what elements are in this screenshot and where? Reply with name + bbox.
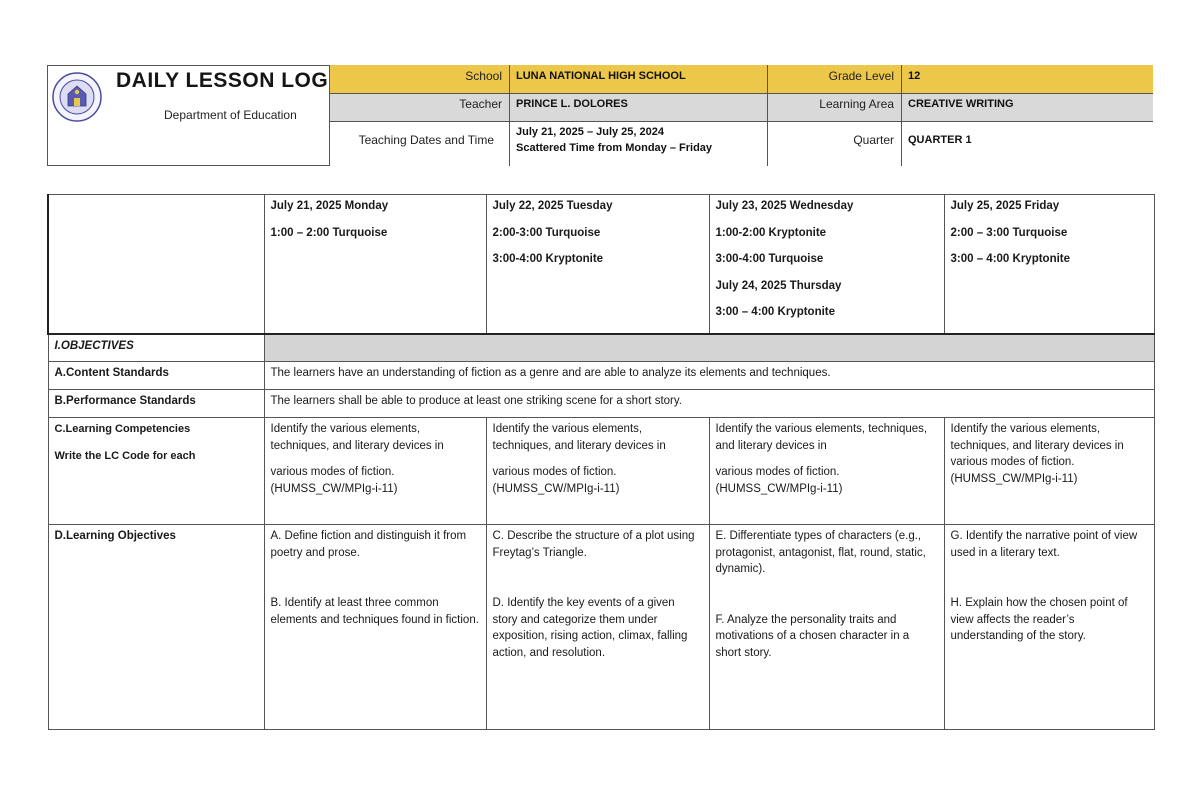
objective-text: A. Define fiction and distinguish it from poetry and prose. bbox=[270, 530, 467, 559]
day-time: 2:00-3:00 Turquoise bbox=[492, 226, 601, 239]
dates-line-2: Scattered Time from Monday – Friday bbox=[516, 142, 713, 154]
deped-seal-icon bbox=[52, 72, 102, 122]
objective-text: H. Explain how the chosen point of view affects the reader’s understanding of the story. bbox=[950, 597, 1128, 642]
grade-label: Grade Level bbox=[828, 69, 894, 83]
competency-code: various modes of fiction. (HUMSS_CW/MPIg-i-11) bbox=[492, 466, 620, 495]
performance-standards-row bbox=[48, 390, 1154, 418]
lesson-table bbox=[47, 194, 1155, 730]
competency-code: various modes of fiction. (HUMSS_CW/MPIg-i-11) bbox=[715, 466, 843, 495]
grade-value: 12 bbox=[908, 70, 921, 82]
day-cell-wednesday-thursday bbox=[709, 195, 944, 334]
day-time: 1:00-2:00 Kryptonite bbox=[715, 226, 827, 239]
competency-text: Identify the various elements, techniques, and literary devices in bbox=[715, 423, 928, 452]
day-time: 2:00 – 3:00 Turquoise bbox=[950, 226, 1068, 239]
schedule-blank-cell bbox=[48, 195, 264, 334]
objective-text: F. Analyze the personality traits and motivations of a chosen character in a short story. bbox=[715, 613, 910, 659]
learning-area-value: CREATIVE WRITING bbox=[908, 98, 1014, 110]
schedule-row bbox=[48, 195, 1154, 334]
objectives-heading: I.OBJECTIVES bbox=[48, 334, 264, 362]
competency-cell bbox=[944, 418, 1154, 525]
school-value: LUNA NATIONAL HIGH SCHOOL bbox=[516, 70, 686, 82]
learning-area-label: Learning Area bbox=[819, 97, 894, 111]
dates-label: Teaching Dates and Time bbox=[358, 133, 494, 147]
quarter-value: QUARTER 1 bbox=[908, 134, 972, 146]
day-date: July 22, 2025 Tuesday bbox=[492, 200, 613, 212]
competency-cell bbox=[264, 418, 486, 525]
day-time: 3:00-4:00 Turquoise bbox=[715, 253, 824, 265]
divider bbox=[901, 65, 902, 166]
competency-cell bbox=[709, 418, 944, 525]
day-date: July 23, 2025 Wednesday bbox=[715, 200, 854, 212]
divider bbox=[509, 65, 510, 166]
competencies-label: C.Learning Competencies bbox=[54, 423, 191, 435]
teacher-label: Teacher bbox=[459, 97, 502, 111]
content-standards-text: The learners have an understanding of fiction as a genre and are able to analyze its elements and techniques. bbox=[264, 362, 1154, 390]
day-time: 1:00 – 2:00 Turquoise bbox=[270, 226, 388, 239]
competency-text: Identify the various elements, techniques, and literary devices in bbox=[492, 423, 666, 452]
performance-standards-label: B.Performance Standards bbox=[48, 390, 264, 418]
competency-code: various modes of fiction. (HUMSS_CW/MPIg-i-11) bbox=[270, 466, 398, 495]
learning-objectives-label: D.Learning Objectives bbox=[48, 525, 264, 730]
competency-text: Identify the various elements, techniques, and literary devices in bbox=[270, 423, 444, 452]
performance-standards-text: The learners shall be able to produce at least one striking scene for a short story. bbox=[264, 390, 1154, 418]
day-time: 3:00 – 4:00 Kryptonite bbox=[950, 253, 1071, 265]
learning-objective-cell bbox=[486, 525, 709, 730]
dates-line-1: July 21, 2025 – July 25, 2024 bbox=[516, 126, 665, 138]
competencies-row bbox=[48, 418, 1154, 525]
content-standards-label: A.Content Standards bbox=[48, 362, 264, 390]
learning-objectives-row bbox=[48, 525, 1154, 730]
objectives-heading-fill bbox=[264, 334, 1154, 362]
quarter-label: Quarter bbox=[853, 133, 894, 147]
day-cell-monday bbox=[264, 195, 486, 334]
day-date: July 24, 2025 Thursday bbox=[715, 279, 842, 292]
objective-text: E. Differentiate types of characters (e.g., protagonist, antagonist, flat, round, static, dynamic). bbox=[715, 530, 926, 575]
day-date: July 21, 2025 Monday bbox=[270, 200, 389, 212]
learning-objective-cell bbox=[709, 525, 944, 730]
department-name: Department of Education bbox=[164, 108, 297, 122]
page-title: DAILY LESSON LOG bbox=[116, 69, 329, 92]
objective-text: D. Identify the key events of a given story and categorize them under exposition, rising action, climax, falling action, and resolution. bbox=[492, 597, 688, 659]
day-time: 3:00-4:00 Kryptonite bbox=[492, 253, 604, 265]
day-cell-tuesday bbox=[486, 195, 709, 334]
content-standards-row bbox=[48, 362, 1154, 390]
day-cell-friday bbox=[944, 195, 1154, 334]
competency-cell bbox=[486, 418, 709, 525]
objective-text: B. Identify at least three common elements and techniques found in fiction. bbox=[270, 597, 479, 626]
competencies-sublabel: Write the LC Code for each bbox=[54, 449, 196, 462]
objective-text: C. Describe the structure of a plot using Freytag’s Triangle. bbox=[492, 530, 695, 559]
day-date: July 25, 2025 Friday bbox=[950, 200, 1060, 212]
objective-text: G. Identify the narrative point of view used in a literary text. bbox=[950, 530, 1138, 559]
teacher-value: PRINCE L. DOLORES bbox=[516, 98, 628, 110]
learning-objective-cell bbox=[944, 525, 1154, 730]
day-time: 3:00 – 4:00 Kryptonite bbox=[715, 306, 836, 318]
school-label: School bbox=[465, 69, 502, 83]
learning-objective-cell bbox=[264, 525, 486, 730]
objectives-heading-row bbox=[48, 334, 1154, 362]
competency-text: Identify the various elements, techniques, and literary devices in various modes of fiction. (HUMSS_CW/MPIg-i-11) bbox=[950, 423, 1124, 485]
competencies-label-cell bbox=[48, 418, 264, 525]
